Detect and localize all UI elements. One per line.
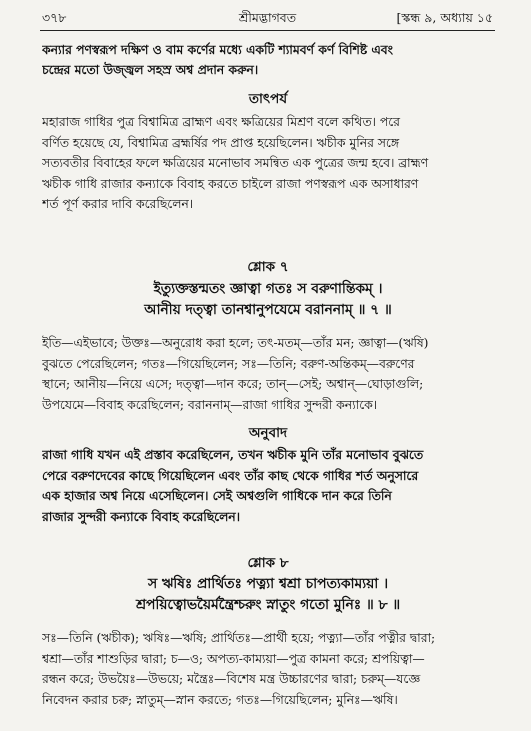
- purport-heading: তাৎপর্য: [248, 91, 288, 107]
- header-rule: [40, 30, 495, 31]
- text-line: বুঝতে পেরেছিলেন; গতঃ—গিয়েছিলেন; সঃ—তিনি; বরুণ-অন্তিকম্—বরুণের: [42, 356, 415, 371]
- text-line: ঋচীক গাধি রাজার কন্যাকে বিবাহ করতে চাইলে রাজা পণস্বরূপ এক অসাধারণ: [42, 176, 419, 191]
- verse-8-text: [42, 574, 494, 616]
- verse-line: স ঋষিঃ প্রার্থিতঃ পত্ন্যা শ্বশ্রা চাপত্যকাম্যয়া ।: [147, 576, 389, 592]
- text-line: রন্ধন করে; উভয়ৈঃ—উভয়ে; মন্ত্রৈঃ—বিশেষ মন্ত্র উচ্চারণের দ্বারা; চরুম্—যজ্ঞে: [42, 672, 421, 686]
- text-line: এক হাজার অশ্ব নিয়ে এসেছিলেন। সেই অশ্বগুলি গাধিকে দান করে তিনি: [42, 488, 392, 503]
- book-title: শ্রীমদ্ভাগবত: [238, 10, 297, 25]
- page-number: ৩৭৮: [42, 10, 67, 25]
- verse-7-synonyms: [42, 333, 494, 415]
- text-line: সত্যবতীর বিবাহের ফলে ক্ষত্রিয়ের মনোভাব সমন্বিত এক পুত্রের জন্ম হবে। ব্রাহ্মণ: [42, 156, 429, 170]
- text-line: মহারাজ গাধির পুত্র বিশ্বামিত্র ব্রাহ্মণ এবং ক্ষত্রিয়ের মিশ্রণ বলে কথিত। পরে: [42, 115, 400, 129]
- text-line: কন্যার পণস্বরূপ দক্ষিণ ও বাম কর্ণের মধ্যে একটি শ্যামবর্ণ কর্ণ বিশিষ্ট এবং: [42, 42, 393, 57]
- text-line: ইতি—এইভাবে; উক্তঃ—অনুরোধ করা হলে; তৎ-মতম্—তাঁর মন; জ্ঞাত্বা—(ঋষি): [42, 336, 429, 350]
- text-line: শর্ত পূর্ণ করার দাবি করেছিলেন।: [42, 197, 194, 211]
- text-line: সঃ—তিনি (ঋচীক); ঋষিঃ—ঋষি; প্রার্থিতঃ—প্রার্থী হয়ে; পত্ন্যা—তাঁর পত্নীর দ্বারা;: [42, 631, 436, 645]
- translation-heading: অনুবাদ: [248, 425, 288, 441]
- text-line: বর্ণিত হয়েছে যে, বিশ্বামিত্র ব্রহ্মর্ষির পদ প্রাপ্ত হয়েছিলেন। ঋচীক মুনির সঙ্গে: [42, 135, 399, 150]
- verse-7-translation: [42, 445, 494, 527]
- text-line: রাজা গাধি যখন এই প্রস্তাব করেছিলেন, তখন ঋচীক মুনি তাঁর মনোভাব বুঝতে: [42, 447, 424, 462]
- verse-8-synonyms: [42, 628, 494, 710]
- chapter-reference: [স্কন্ধ ৯, অধ্যায় ১৫: [396, 10, 493, 25]
- text-line: নিবেদন করার চরু; স্নাতুম্—স্নান করতে; গতঃ—গিয়েছিলেন; মুনিঃ—ঋষি।: [42, 692, 398, 707]
- text-line: স্থানে; আনীয়—নিয়ে এসে; দত্ত্বা—দান করে; তান্—সেই; অশ্বান্—ঘোড়াগুলি;: [42, 377, 424, 391]
- verse-8-heading: শ্লোক ৮: [247, 555, 289, 571]
- text-line: চন্দ্রের মতো উজ্জ্বল সহস্র অশ্ব প্রদান করুন।: [42, 62, 259, 77]
- intro-translation: [42, 40, 494, 80]
- verse-line: শ্রপয়িত্বোভয়ৈর্মন্ত্রৈশ্চরুং স্নাতুং গতো মুনিঃ ॥ ৮ ॥: [135, 597, 401, 613]
- running-header: [42, 10, 493, 30]
- text-line: শ্বশ্রা—তাঁর শাশুড়ির দ্বারা; চ—ও; অপত্য-কাম্যয়া—পুত্র কামনা করে; শ্রপয়িত্বা—: [42, 651, 425, 666]
- text-line: রাজার সুন্দরী কন্যাকে বিবাহ করেছিলেন।: [42, 508, 241, 524]
- purport-text: [42, 112, 494, 215]
- text-line: উপযেমে—বিবাহ করেছিলেন; বরাননাম্—রাজা গাধির সুন্দরী কন্যাকে।: [42, 397, 378, 412]
- verse-7-text: [42, 279, 494, 321]
- text-line: পেরে বরুণদেবের কাছে গিয়েছিলেন এবং তাঁর কাছ থেকে গাধির শর্ত অনুসারে: [42, 467, 419, 483]
- verse-line: ইত্যুক্তস্তন্মতং জ্ঞাত্বা গতঃ স বরুণান্তিকম্ ।: [153, 281, 383, 297]
- verse-line: আনীয় দত্ত্বা তানশ্বানুপযেমে বরাননাম্ ॥ ৭ ॥: [144, 302, 392, 318]
- verse-7-heading: শ্লোক ৭: [247, 259, 289, 275]
